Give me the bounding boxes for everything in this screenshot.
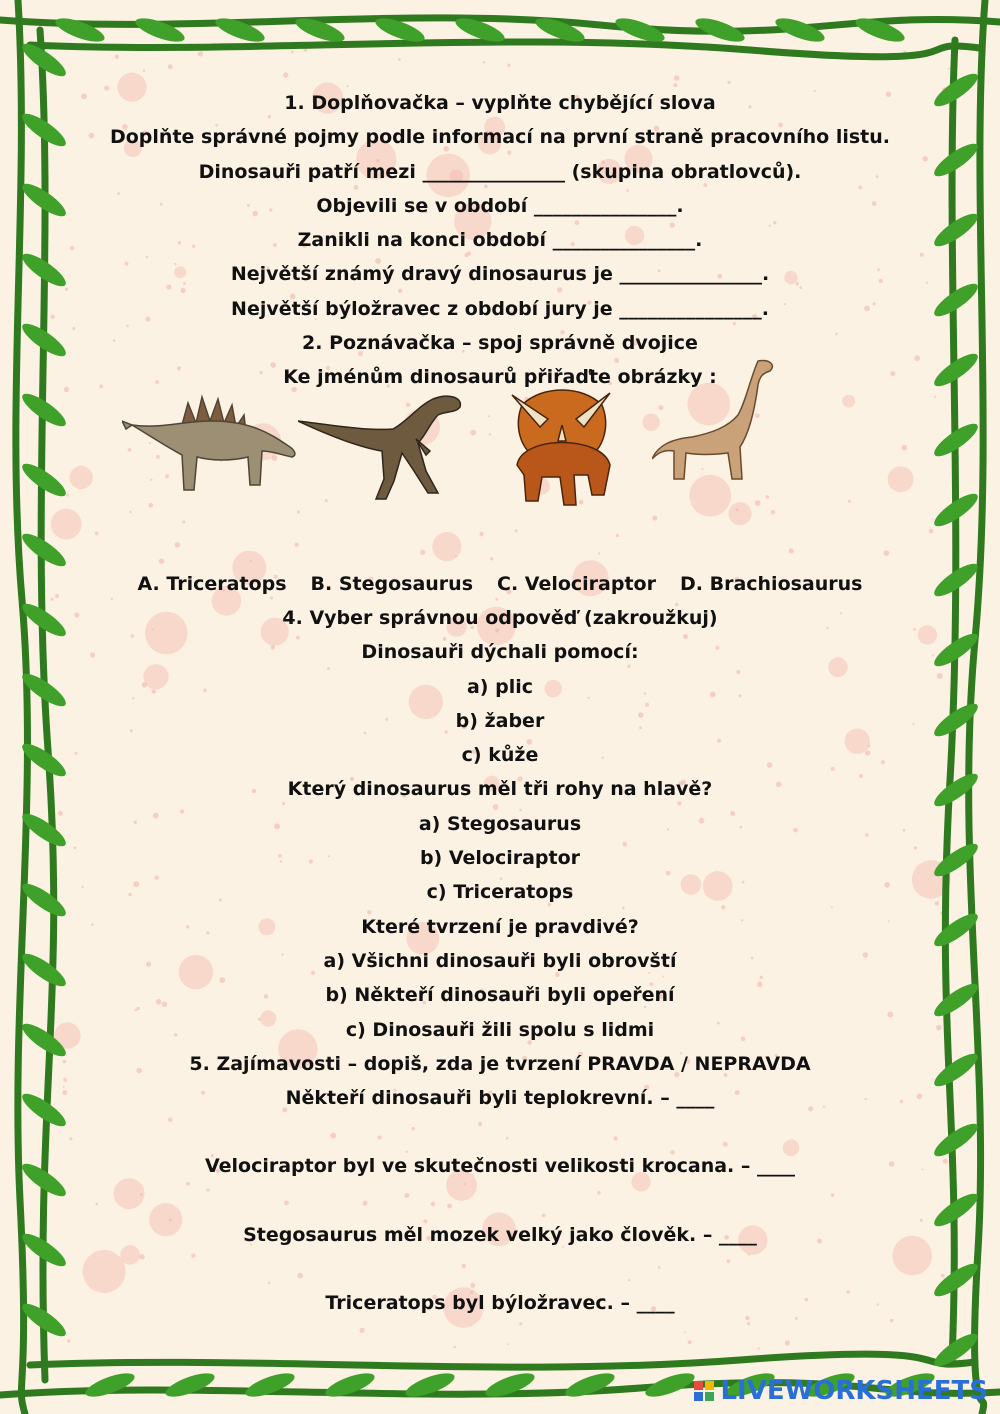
- fill-in-question-1[interactable]: Dinosauři patří mezi _______________ (skupina obratlovců).: [198, 160, 802, 183]
- brachiosaurus-image[interactable]: [652, 355, 782, 485]
- question-breathing: Dinosauři dýchali pomocí:: [361, 641, 639, 664]
- logo-icon: [694, 1381, 714, 1401]
- answer-option[interactable]: b) žaber: [455, 709, 545, 732]
- question-true-statement: Které tvrzení je pravdivé?: [361, 915, 639, 938]
- dinosaur-images: [40, 395, 960, 567]
- worksheet-content: [40, 86, 960, 1320]
- triceratops-image[interactable]: [492, 375, 632, 515]
- option-a-triceratops[interactable]: A. Triceratops: [137, 572, 287, 595]
- fill-in-question-2[interactable]: Objevili se v období _______________.: [316, 194, 684, 217]
- section1-instruction: Doplňte správné pojmy podle informací na první straně pracovního listu.: [109, 126, 890, 149]
- answer-option[interactable]: a) Všichni dinosauři byli obrovští: [323, 949, 677, 972]
- true-false-statement-4[interactable]: Triceratops byl býložravec. – ____: [325, 1292, 675, 1315]
- section2-instruction: Ke jménům dinosaurů přiřaďte obrázky :: [283, 366, 717, 389]
- answer-option[interactable]: b) Někteří dinosauři byli opeření: [325, 984, 675, 1007]
- answer-option[interactable]: a) Stegosaurus: [418, 812, 582, 835]
- true-false-statement-2[interactable]: Velociraptor byl ve skutečnosti velikosti krocana. – ____: [204, 1155, 796, 1178]
- question-three-horns: Který dinosaurus měl tři rohy na hlavě?: [287, 778, 713, 801]
- answer-option[interactable]: b) Velociraptor: [419, 847, 581, 870]
- section4-title: 4. Vyber správnou odpověď (zakroužkuj): [282, 606, 718, 629]
- option-d-brachiosaurus[interactable]: D. Brachiosaurus: [679, 572, 863, 595]
- section2-title: 2. Poznávačka – spoj správně dvojice: [302, 332, 698, 355]
- answer-option[interactable]: a) plic: [466, 675, 533, 698]
- stegosaurus-image[interactable]: [122, 385, 302, 505]
- logo-text: LIVEWORKSHEETS: [720, 1376, 988, 1406]
- true-false-statement-1[interactable]: Někteří dinosauři byli teplokrevní. – ____: [285, 1087, 715, 1110]
- answer-option[interactable]: c) Triceratops: [426, 881, 574, 904]
- fill-in-question-5[interactable]: Největší býložravec z období jury je _______________.: [231, 297, 769, 320]
- fill-in-question-3[interactable]: Zanikli na konci období _______________.: [297, 229, 703, 252]
- velociraptor-image[interactable]: [298, 381, 468, 506]
- dinosaur-name-options: [40, 567, 960, 601]
- answer-option[interactable]: c) Dinosauři žili spolu s lidmi: [345, 1018, 655, 1041]
- section1-title: 1. Doplňovačka – vyplňte chybějící slova: [284, 92, 716, 114]
- option-b-stegosaurus[interactable]: B. Stegosaurus: [310, 572, 474, 595]
- option-c-velociraptor[interactable]: C. Velociraptor: [497, 572, 656, 595]
- answer-option[interactable]: c) kůže: [461, 744, 539, 767]
- section5-title: 5. Zajímavosti – dopiš, zda je tvrzení PRAVDA / NEPRAVDA: [189, 1052, 811, 1075]
- liveworksheets-logo[interactable]: [694, 1376, 988, 1406]
- fill-in-question-4[interactable]: Největší známý dravý dinosaurus je _______________.: [230, 263, 770, 286]
- true-false-statement-3[interactable]: Stegosaurus měl mozek velký jako člověk. – ____: [243, 1223, 757, 1246]
